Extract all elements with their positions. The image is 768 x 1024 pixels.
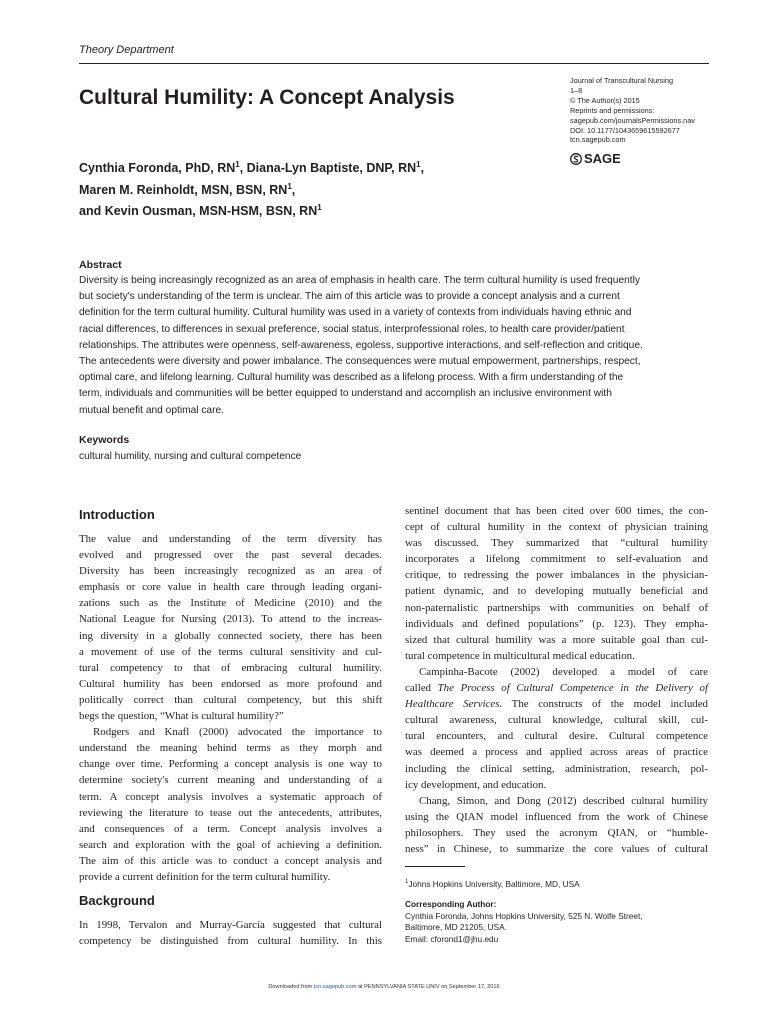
background-heading: Background <box>79 893 155 908</box>
body-line: individuals and defined populations” (p. 123). They empha- <box>405 617 708 630</box>
body-line: Campinha-Bacote (2002) developed a model of care <box>419 665 708 678</box>
footnote-rule <box>405 866 465 867</box>
body-line: ness” in Chinese, to summarize the core values of cultural <box>405 842 708 855</box>
body-line: search and exploration with the goal of achieving a definition. <box>79 838 382 851</box>
body-line: Cultural humility has been endorsed as more profound and <box>79 677 382 690</box>
abstract-line: but society's understanding of the term is unclear. The aim of this article was to provide a concept analysis and a current <box>79 291 620 303</box>
sage-logo-icon <box>570 153 582 165</box>
body-line: competency be distinguished from cultural humility. In this <box>79 935 382 948</box>
body-line: philosophers. They used the acronym QIAN, or “humble- <box>405 826 708 839</box>
journal-url[interactable]: tcn.sagepub.com <box>570 135 626 145</box>
body-line: using the QIAN model influenced from the work of Chinese <box>405 810 708 823</box>
model-title: The Process of Cultural Competence in the Delivery of <box>437 682 708 695</box>
author-list <box>79 156 549 221</box>
journal-info <box>570 76 720 145</box>
abstract-heading: Abstract <box>79 259 122 271</box>
body-line: understand the meaning behind terms as they morph and <box>79 742 382 755</box>
author-line: Maren M. Reinholdt, MSN, BSN, $RN^1$, <box>79 181 296 197</box>
body-line: The value and understanding of the term diversity has <box>79 533 382 545</box>
body-line: critique, to redressing the power imbalances in the physician- <box>405 569 708 582</box>
abstract-line: definition for the term cultural humility. Cultural humility was used in a variety of contexts from individuals having ethnic and <box>79 307 632 319</box>
publisher-logo <box>570 151 621 166</box>
reprints-label: Reprints and permissions: <box>570 105 655 115</box>
body-line: determine society's current meaning and understanding of a <box>79 774 382 787</box>
abstract-line: optimal care, and lifelong learning. Cultural humility was described as a lifelong process. With a firm understanding of the <box>79 372 624 384</box>
body-line: begs the question, “What is cultural humility?” <box>79 710 284 723</box>
affiliation-footnote: $^1$Johns Hopkins University, Baltimore, MD, USA <box>405 878 580 889</box>
abstract-body <box>79 273 709 419</box>
download-link[interactable]: tcn.sagepub.com <box>313 984 357 990</box>
article-title: Cultural Humility: A Concept Analysis <box>79 86 455 109</box>
body-line: and consequences of a term. Concept analysis involves a <box>79 822 382 835</box>
journal-name: Journal of Transcultural Nursing <box>570 76 674 85</box>
body-line: a movement of use of the terms cultural sensitivity and cul- <box>79 645 382 658</box>
body-line: tural encounters, and cultural desire. Cultural competence <box>405 730 708 743</box>
body-line: In 1998, Tervalon and Murray-García suggested that cultural <box>79 919 382 931</box>
body-line: was deemed a process and applied across areas of practice <box>405 746 708 759</box>
author-line: and Kevin Ousman, MSN-HSM, BSN, $RN^1$ <box>79 203 322 219</box>
download-notice: Downloaded from tcn.sagepub.com at PENNSYLVANIA STATE UNIV on September 17, 2016 <box>268 984 500 990</box>
body-line: tural competency to that of embracing cultural humility. <box>79 661 382 674</box>
body-line: cept of cultural humility in the context of physician training <box>405 521 708 534</box>
body-line: change over time. Performing a concept analysis is one way to <box>79 758 382 771</box>
abstract-line: racial differences, to differences in sexual preference, social status, interprofessional roles, to health care provider/patient <box>79 323 625 335</box>
body-line: Chang, Simon, and Dong (2012) described cultural humility <box>419 794 708 807</box>
body-line: National League for Nursing (2013). To attend to the increas- <box>79 613 382 626</box>
keywords-heading: Keywords <box>79 434 130 446</box>
body-line: ing diversity in a globally connected society, there has been <box>79 629 382 642</box>
abstract-line: The antecedents were diversity and power imbalance. The consequences were mutual empowerment, partnerships, respect, <box>79 356 641 368</box>
doi[interactable]: DOI: 10.1177/1043659615592677 <box>570 125 680 135</box>
corresponding-email[interactable]: Email: cforond1@jhu.edu <box>405 933 499 944</box>
abstract-line: term, individuals and communities will be better equipped to understand and accomplish an inclusive environment with <box>79 388 612 400</box>
page-range: 1–8 <box>570 85 583 95</box>
keywords-text: cultural humility, nursing and cultural competence <box>79 451 302 462</box>
body-line: non-paternalistic partnerships with communities on behalf of <box>405 601 708 614</box>
body-line: provide a current definition for the term cultural humility. <box>79 870 331 883</box>
header-rule <box>79 63 709 64</box>
body-line: term. A concept analysis involves a systematic approach of <box>79 790 382 803</box>
body-line: Healthcare Services. The constructs of the model included <box>405 698 708 711</box>
body-line: sized that cultural humility was a more suitable goal than cul- <box>405 633 708 646</box>
introduction-body <box>79 531 382 885</box>
abstract-line: mutual benefit and optimal care. <box>79 404 224 416</box>
body-line: evolved and progressed over the past several decades. <box>79 549 382 562</box>
corresponding-line: Baltimore, MD 21205, USA. <box>405 922 507 932</box>
body-line: sentinel document that has been cited over 600 times, the con- <box>405 505 708 517</box>
department-label: Theory Department <box>79 44 174 56</box>
copyright: © The Author(s) 2015 <box>570 95 640 105</box>
corresponding-heading: Corresponding Author: <box>405 899 497 909</box>
body-line: including the clinical setting, administration, research, pol- <box>405 762 708 775</box>
body-line: reviewing the literature to tease out the antecedents, attributes, <box>79 806 382 819</box>
body-line: icy development, and education. <box>405 778 547 791</box>
body-line: emphasis or core value in health care through leading organi- <box>79 581 382 594</box>
body-line: was discussed. They summarized that “cultural humility <box>405 537 708 550</box>
model-title-cont: Healthcare Services. <box>405 698 503 711</box>
abstract-line: relationships. The attributes were openness, self-awareness, egoless, supportive interactions, and self-reflection and critique. <box>79 339 643 351</box>
body-line: patient dynamic, and to developing mutually beneficial and <box>405 585 708 598</box>
body-line: Rodgers and Knafl (2000) advocated the importance to <box>93 726 382 739</box>
body-line: Diversity has been increasingly recognized as an area of <box>79 565 382 578</box>
corresponding-line: Cynthia Foronda, Johns Hopkins University, 525 N. Wolfe Street, <box>405 910 643 921</box>
body-line: called The Process of Cultural Competence in the Delivery of <box>405 682 708 695</box>
body-line: The aim of this article was to conduct a concept analysis and <box>79 854 382 867</box>
body-line: zations such as the Institute of Medicine (2010) and the <box>79 597 382 610</box>
column-two-body <box>405 503 708 857</box>
publisher-name: SAGE <box>584 151 621 166</box>
introduction-heading: Introduction <box>79 507 155 522</box>
body-line: incorporates a lifelong commitment to self-evaluation and <box>405 553 708 566</box>
background-body <box>79 917 382 949</box>
body-line: tural competence in multicultural medical education. <box>405 649 635 662</box>
body-line: politically correct than cultural competency, but this shift <box>79 693 382 706</box>
body-line: cultural awareness, cultural knowledge, cultural skill, cul- <box>405 714 708 727</box>
abstract-line: Diversity is being increasingly recognized as an area of emphasis in health care. The term cultural humility is used frequently <box>79 275 640 286</box>
author-line: Cynthia Foronda, PhD, $RN^1$, Diana-Lyn Baptiste, DNP, $RN^1$, <box>79 160 425 176</box>
corresponding-author <box>405 899 715 945</box>
permissions-link[interactable]: sagepub.com/journalsPermissions.nav <box>570 115 695 125</box>
